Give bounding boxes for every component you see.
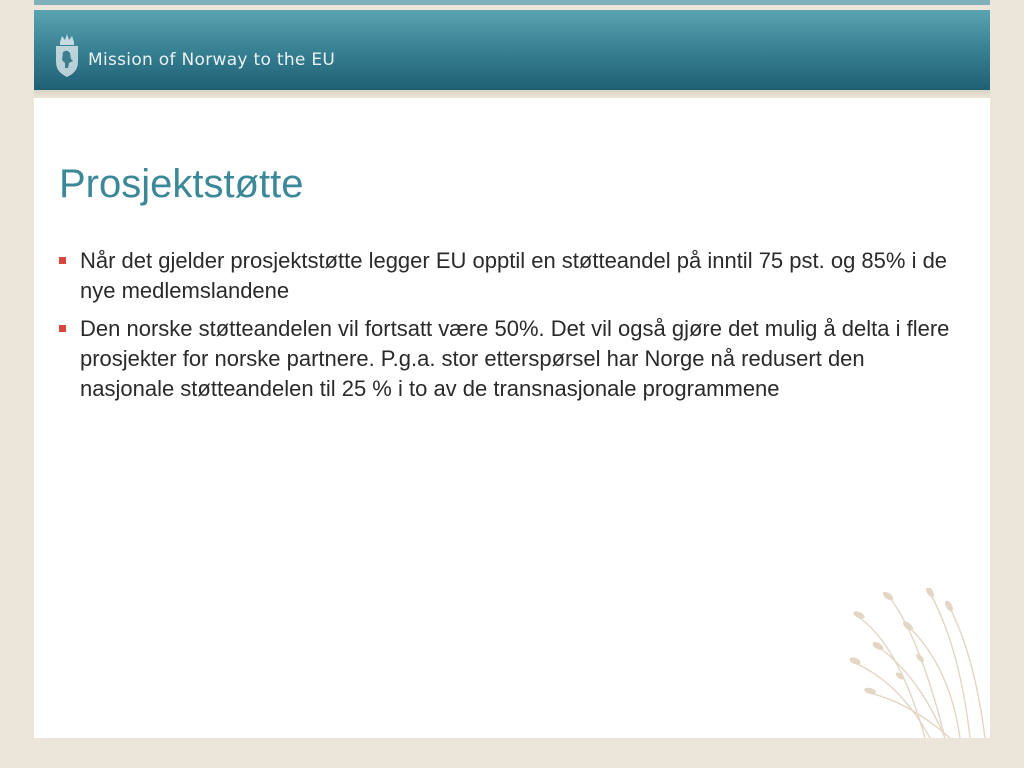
grass-decoration-icon: [850, 588, 990, 738]
bullet-list: [59, 246, 959, 412]
bullet-text: Når det gjelder prosjektstøtte legger EU opptil en støtteandel på inntil 75 pst. og 85% i de nye medlemslandene: [80, 248, 948, 303]
header-banner: [34, 10, 990, 90]
slide-body: [34, 98, 990, 738]
bullet-item: [59, 246, 959, 306]
top-accent-strip: [34, 0, 990, 5]
square-bullet-icon: [59, 257, 66, 264]
slide-title: Prosjektstøtte: [59, 162, 304, 206]
square-bullet-icon: [59, 325, 66, 332]
norway-coat-of-arms-icon: [54, 32, 80, 78]
bullet-item: [59, 314, 959, 404]
brand-name: Mission of Norway to the EU: [88, 50, 336, 70]
header-shadow: [34, 90, 990, 98]
bullet-text: Den norske støtteandelen vil fortsatt være 50%. Det vil også gjøre det mulig å delta i flere prosjekter for norske partnere. P.g.a. stor etterspørsel har Norge nå redusert den nasjonale støtteandelen til 25 % i to av de transnasjonale programmene: [80, 316, 950, 401]
